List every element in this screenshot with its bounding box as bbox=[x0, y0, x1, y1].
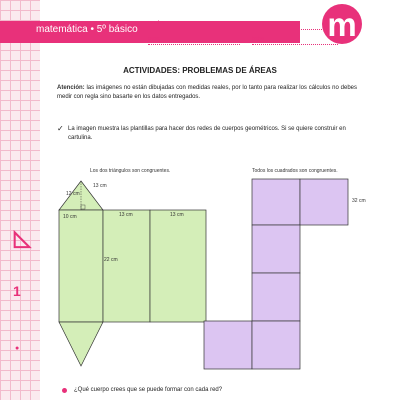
prism-net bbox=[59, 168, 206, 366]
rect-side-2 bbox=[150, 210, 206, 322]
note-squares: Todos los cuadrados son congruentes. bbox=[252, 168, 338, 174]
check-icon: ✓ bbox=[57, 124, 64, 133]
triangle-ruler-icon: ◺ bbox=[14, 225, 31, 250]
nombre-label: nombre bbox=[148, 20, 165, 26]
label-height: 12 cm bbox=[66, 191, 80, 197]
square-2 bbox=[300, 179, 348, 225]
page-title: ACTIVIDADES: PROBLEMAS DE ÁREAS bbox=[123, 66, 277, 75]
label-rect3: 13 cm bbox=[170, 212, 184, 218]
square-4 bbox=[252, 273, 300, 321]
label-rect2: 13 cm bbox=[119, 212, 133, 218]
dot-icon: ● bbox=[15, 345, 20, 352]
attention-text: las imágenes no están dibujadas con medidas reales, por lo tanto para realizar los cálculos no debes medir con regla sino basarte en los datos entregados. bbox=[57, 85, 357, 100]
square-3 bbox=[252, 225, 300, 273]
note-triangles: Los dos triángulos son congruentes. bbox=[90, 168, 171, 174]
logo: m bbox=[322, 4, 362, 44]
label-base: 10 cm bbox=[63, 214, 77, 220]
subject-label: matemática • 5º básico bbox=[36, 24, 138, 35]
rect-side-1 bbox=[103, 210, 150, 322]
square-6 bbox=[252, 321, 300, 369]
rect-base bbox=[59, 210, 103, 322]
label-length: 22 cm bbox=[104, 257, 118, 263]
curso-label: curso bbox=[148, 36, 161, 42]
label-slant: 13 cm bbox=[93, 183, 107, 189]
bottom-triangle bbox=[59, 322, 103, 366]
cube-net bbox=[204, 168, 366, 369]
label-side: 32 cm bbox=[352, 198, 366, 204]
instruction-text: La imagen muestra las plantillas para hacer dos redes de cuerpos geométricos. Si se quiere construir en cartulina. bbox=[68, 126, 346, 141]
fecha-label: fecha bbox=[252, 36, 265, 42]
attention-label: Atención: bbox=[57, 85, 85, 91]
square-5 bbox=[204, 321, 252, 369]
question-text: ¿Qué cuerpo crees que se puede formar con cada red? bbox=[74, 387, 223, 393]
question-bullet bbox=[62, 388, 67, 393]
number-one-icon: 1 bbox=[13, 283, 21, 299]
square-1 bbox=[252, 179, 300, 225]
